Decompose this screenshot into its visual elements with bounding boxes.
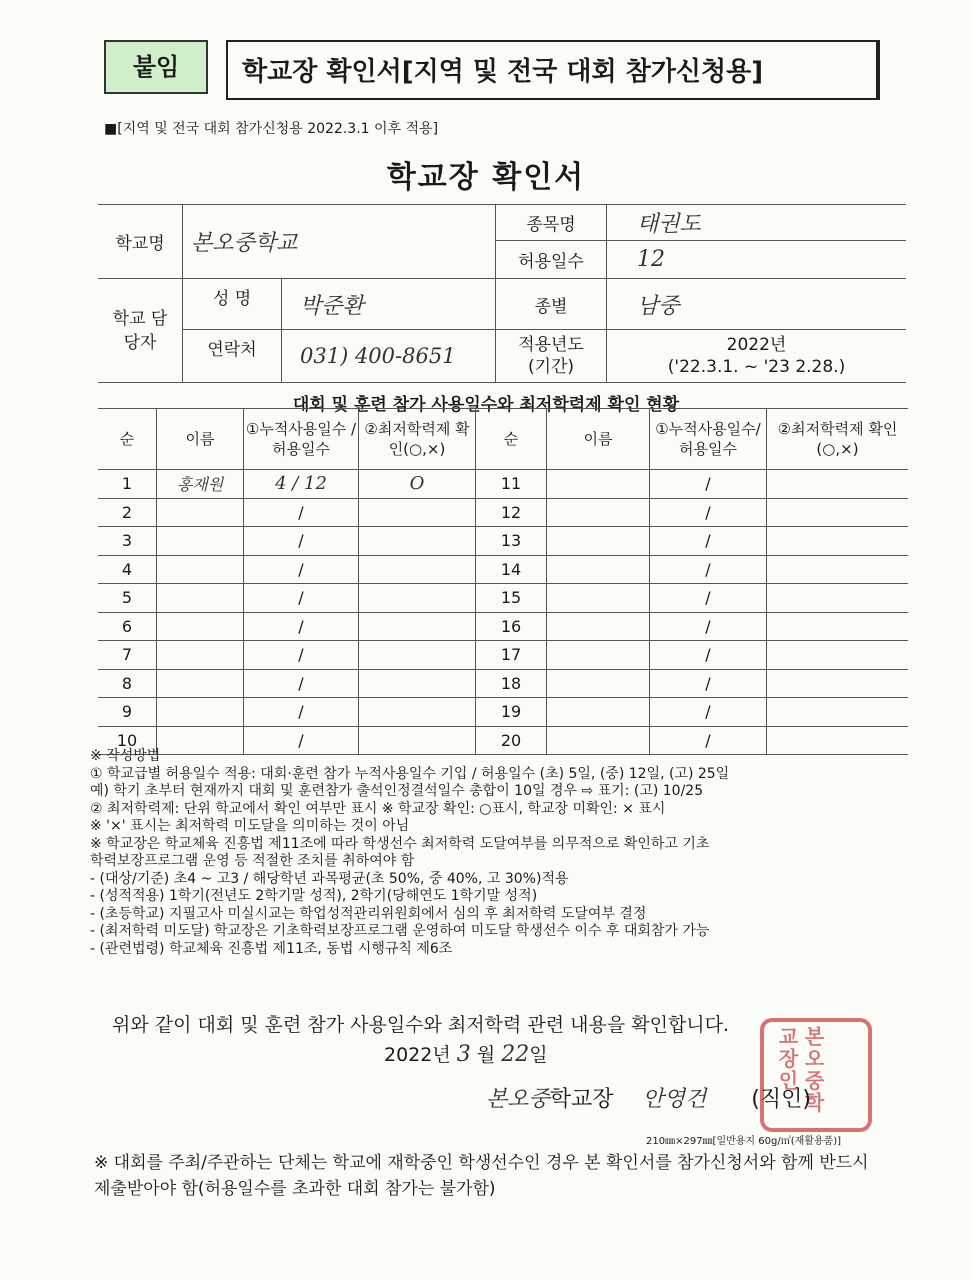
signature-school: 본오중 xyxy=(486,1087,550,1112)
row-name-r xyxy=(547,470,650,499)
row-min xyxy=(359,584,476,613)
confirmation-date xyxy=(384,1040,548,1067)
allowed-days-value: 12 xyxy=(607,241,907,279)
table-row xyxy=(98,527,908,556)
row-no: 10 xyxy=(98,726,157,755)
row-min-r xyxy=(767,555,909,584)
row-min xyxy=(359,612,476,641)
row-name xyxy=(157,641,244,670)
row-name-r xyxy=(547,584,650,613)
row-used-r: / xyxy=(650,612,767,641)
manager-label: 학교 담당자 xyxy=(98,279,183,383)
row-name-r xyxy=(547,669,650,698)
row-min xyxy=(359,498,476,527)
row-min-r xyxy=(767,498,909,527)
row-name-r xyxy=(547,527,650,556)
info-table xyxy=(98,204,906,383)
row-no: 4 xyxy=(98,555,157,584)
contact-value: 031) 400-8651 xyxy=(300,344,456,368)
row-no: 7 xyxy=(98,641,157,670)
row-name xyxy=(157,612,244,641)
row-min xyxy=(359,698,476,727)
row-used: / xyxy=(244,669,359,698)
row-used-r: / xyxy=(650,498,767,527)
table-row xyxy=(98,641,908,670)
row-used: / xyxy=(244,527,359,556)
row-name xyxy=(157,698,244,727)
row-no-r: 18 xyxy=(476,669,547,698)
table-row xyxy=(98,498,908,527)
official-seal xyxy=(760,1018,872,1132)
row-min-r xyxy=(767,698,909,727)
date-day: 22 xyxy=(501,1042,530,1067)
row-no-r: 20 xyxy=(476,726,547,755)
row-name xyxy=(157,584,244,613)
year-cell xyxy=(607,330,907,383)
col-used: ①누적사용일수 /허용일수 xyxy=(244,409,359,470)
table-row xyxy=(98,669,908,698)
signature-name: 안영건 xyxy=(642,1087,707,1112)
row-name-r xyxy=(547,555,650,584)
instruction-line: ※ '×' 표시는 최저학력 미도달을 의미하는 것이 아님 xyxy=(90,818,410,834)
row-min-r xyxy=(767,527,909,556)
row-name: 홍재원 xyxy=(157,470,244,499)
instructions xyxy=(90,748,890,958)
school-value: 본오중학교 xyxy=(183,205,496,279)
instruction-line: ② 최저학력제: 단위 학교에서 확인 여부만 표시 ※ 학교장 확인: ○표시, 학교장 미확인: × 표시 xyxy=(90,800,666,817)
row-no-r: 11 xyxy=(476,470,547,499)
row-used-r: / xyxy=(650,584,767,613)
row-min-r xyxy=(767,584,909,613)
row-used: / xyxy=(244,698,359,727)
instruction-line: ① 학교급별 허용일수 적용: 대회·훈련 참가 누적사용일수 기입 / 허용일수 (초) 5일, (중) 12일, (고) 25일 xyxy=(90,765,730,782)
row-min xyxy=(359,641,476,670)
col-used-r: ①누적사용일수/ 허용일수 xyxy=(650,409,767,470)
seal-mark: (직인) xyxy=(751,1087,811,1112)
date-year: 2022년 xyxy=(384,1044,451,1066)
year-label: 적용년도 (기간) xyxy=(496,330,607,383)
row-used-r: / xyxy=(650,726,767,755)
row-no: 9 xyxy=(98,698,157,727)
col-min: ②최저학력제 확인(○,×) xyxy=(359,409,476,470)
date-day-unit: 일 xyxy=(529,1044,548,1066)
row-no: 2 xyxy=(98,498,157,527)
contact-label: 연락처 xyxy=(183,330,282,382)
row-name xyxy=(157,669,244,698)
row-used-r: / xyxy=(650,669,767,698)
attachment-badge: 붙임 xyxy=(104,40,208,94)
row-no-r: 19 xyxy=(476,698,547,727)
instruction-line: ※ 학교장은 학교체육 진흥법 제11조에 따라 학생선수 최저학력 도달여부를 의무적으로 확인하고 기초 xyxy=(90,835,710,852)
row-no: 8 xyxy=(98,669,157,698)
table-row xyxy=(98,612,908,641)
confirmation-text: 위와 같이 대회 및 훈련 참가 사용일수와 최저학력 관련 내용을 확인합니다. xyxy=(112,1014,730,1036)
allowed-days-label: 허용일수 xyxy=(496,241,607,279)
row-used-r: / xyxy=(650,527,767,556)
row-name-r xyxy=(547,498,650,527)
col-min-r: ②최저학력제 확인(○,×) xyxy=(767,409,909,470)
row-min-r xyxy=(767,612,909,641)
row-min xyxy=(359,669,476,698)
paper-spec: 210㎜×297㎜[일반용지 60g/㎡(재활용품)] xyxy=(646,1136,842,1147)
period-value: ('22.3.1. ~ '23 2.28.) xyxy=(667,357,846,377)
contact-row xyxy=(183,330,496,383)
row-no-r: 13 xyxy=(476,527,547,556)
form-heading: 학교장 확인서[지역 및 전국 대회 참가신청용] xyxy=(226,40,880,100)
row-used-r: / xyxy=(650,470,767,499)
col-name: 이름 xyxy=(157,409,244,470)
sport-label: 종목명 xyxy=(496,205,607,241)
row-used: / xyxy=(244,612,359,641)
instruction-line: - (최저학력 미도달) 학교장은 기초학력보장프로그램 운영하여 미도달 학생선수 이수 후 대회참가 가능 xyxy=(90,923,710,939)
row-name-r xyxy=(547,612,650,641)
row-no-r: 15 xyxy=(476,584,547,613)
row-name-r xyxy=(547,641,650,670)
date-month: 3 xyxy=(456,1042,471,1067)
row-min-r xyxy=(767,641,909,670)
row-no: 6 xyxy=(98,612,157,641)
row-no: 3 xyxy=(98,527,157,556)
row-used: / xyxy=(244,584,359,613)
row-min-r xyxy=(767,669,909,698)
name-label: 성 명 xyxy=(183,279,282,329)
row-no-r: 16 xyxy=(476,612,547,641)
footer-note: ※ 대회를 주최/주관하는 단체는 학교에 재학중인 학생선수인 경우 본 확인서를 참가신청서와 함께 반드시 제출받아야 함(허용일수를 초과한 대회 참가는 불가함) xyxy=(94,1153,869,1199)
row-min xyxy=(359,555,476,584)
signature-line xyxy=(486,1082,811,1113)
instruction-line: 학력보장프로그램 운영 등 적절한 조치를 취하여야 함 xyxy=(90,853,415,869)
col-no-r: 순 xyxy=(476,409,547,470)
row-used: 4 / 12 xyxy=(244,470,359,499)
row-used: / xyxy=(244,498,359,527)
gender-value: 남중 xyxy=(607,279,907,330)
row-used-r: / xyxy=(650,698,767,727)
row-no-r: 17 xyxy=(476,641,547,670)
seal-text: 본오중학교장인 xyxy=(775,1026,825,1114)
row-used-r: / xyxy=(650,641,767,670)
sport-value: 태권도 xyxy=(607,205,907,241)
status-table xyxy=(98,408,908,755)
row-no: 1 xyxy=(98,470,157,499)
row-no: 5 xyxy=(98,584,157,613)
col-name-r: 이름 xyxy=(547,409,650,470)
date-month-unit: 월 xyxy=(476,1044,496,1066)
instruction-line: - (초등학교) 지필고사 미실시교는 학업성적관리위원회에서 심의 후 최저학력 도달여부 결정 xyxy=(90,905,647,922)
instruction-line: - (관련법령) 학교체육 진흥법 제11조, 동법 시행규칙 제6조 xyxy=(90,940,453,957)
row-used: / xyxy=(244,641,359,670)
table-row xyxy=(98,584,908,613)
row-no-r: 14 xyxy=(476,555,547,584)
row-name xyxy=(157,555,244,584)
row-used: / xyxy=(244,555,359,584)
applicability-note: ■[지역 및 전국 대회 참가신청용 2022.3.1 이후 적용] xyxy=(104,121,439,137)
instruction-line: - (대상/기준) 초4 ~ 고3 / 해당학년 과목평균(초 50%, 중 40%, 고 30%)적용 xyxy=(90,870,569,887)
document-title: 학교장 확인서 xyxy=(386,160,586,195)
table-row xyxy=(98,470,908,499)
row-no-r: 12 xyxy=(476,498,547,527)
year-value: 2022년 xyxy=(726,335,787,355)
signature-title: 학교장 xyxy=(549,1087,614,1112)
name-row xyxy=(183,279,496,330)
instruction-line: ※ 작성방법 xyxy=(90,748,161,764)
row-name xyxy=(157,527,244,556)
section-title: 대회 및 훈련 참가 사용일수와 최저학력제 확인 현황 xyxy=(292,395,680,415)
row-min-r xyxy=(767,470,909,499)
row-used: / xyxy=(244,726,359,755)
row-name xyxy=(157,498,244,527)
row-used-r: / xyxy=(650,555,767,584)
row-min: O xyxy=(359,470,476,499)
name-value: 박준환 xyxy=(300,293,364,319)
row-min xyxy=(359,527,476,556)
col-no: 순 xyxy=(98,409,157,470)
row-name-r xyxy=(547,698,650,727)
school-label: 학교명 xyxy=(98,205,183,279)
instruction-line: 예) 학기 초부터 현재까지 대회 및 훈련참가 출석인정결석일수 총합이 10일 경우 ⇨ 표기: (고) 10/25 xyxy=(90,783,704,799)
gender-label: 종별 xyxy=(496,279,607,330)
instruction-line: - (성적적용) 1학기(전년도 2학기말 성적), 2학기(당해연도 1학기말 성적) xyxy=(90,888,538,904)
table-row xyxy=(98,555,908,584)
table-row xyxy=(98,698,908,727)
